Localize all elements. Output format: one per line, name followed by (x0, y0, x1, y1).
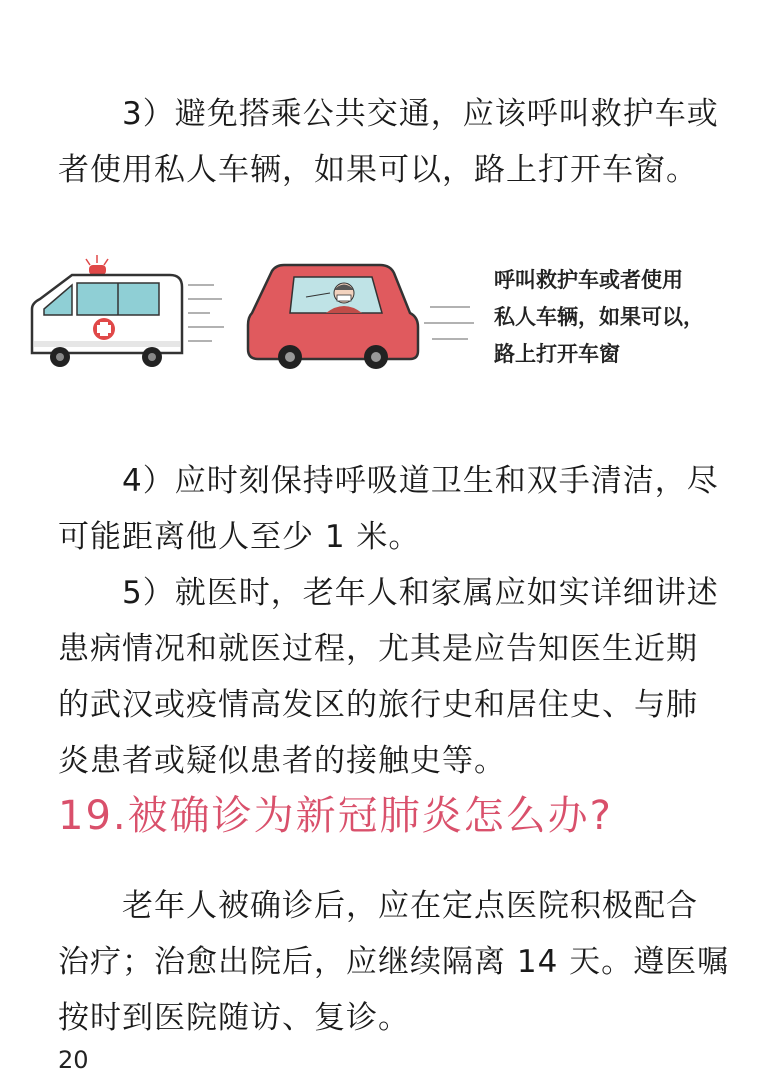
item-4-paragraph (58, 453, 718, 565)
item-4-line-2: 可能距离他人至少 1 米。 (58, 519, 421, 555)
illustration-caption (494, 262, 764, 373)
speed-lines-icon (188, 285, 224, 341)
section-19-line-2: 治疗；治愈出院后，应继续隔离 14 天。遵医嘱 (58, 944, 730, 980)
ambulance-icon (32, 255, 182, 367)
item-3-paragraph (58, 86, 718, 198)
section-19-line-3: 按时到医院随访、复诊。 (58, 1000, 410, 1036)
car-speed-lines-icon (424, 307, 474, 339)
section-19-paragraph (58, 878, 730, 1046)
item-4-line-1: 4）应时刻保持呼吸道卫生和双手清洁，尽 (122, 463, 719, 499)
item-5-paragraph (58, 565, 718, 789)
page-number: 20 (58, 1046, 89, 1074)
item-5-line-1: 5）就医时，老年人和家属应如实详细讲述 (122, 575, 719, 611)
section-19-line-1: 老年人被确诊后，应在定点医院积极配合 (122, 888, 698, 924)
private-car-icon (248, 265, 418, 369)
caption-line-2: 私人车辆，如果可以， (494, 305, 704, 329)
section-19-title: 19.被确诊为新冠肺炎怎么办? (58, 793, 613, 839)
item-5-line-2: 患病情况和就医过程，尤其是应告知医生近期 (58, 631, 698, 667)
siren-icon (89, 265, 106, 275)
item-5-line-4: 炎患者或疑似患者的接触史等。 (58, 743, 506, 779)
item-3-line-2: 者使用私人车辆，如果可以，路上打开车窗。 (58, 152, 698, 188)
item-3-line-1: 3）避免搭乘公共交通，应该呼叫救护车或 (122, 96, 719, 132)
item-5-line-3: 的武汉或疫情高发区的旅行史和居住史、与肺 (58, 687, 698, 723)
caption-line-1: 呼叫救护车或者使用 (494, 268, 683, 292)
caption-line-3: 路上打开车窗 (494, 342, 620, 366)
